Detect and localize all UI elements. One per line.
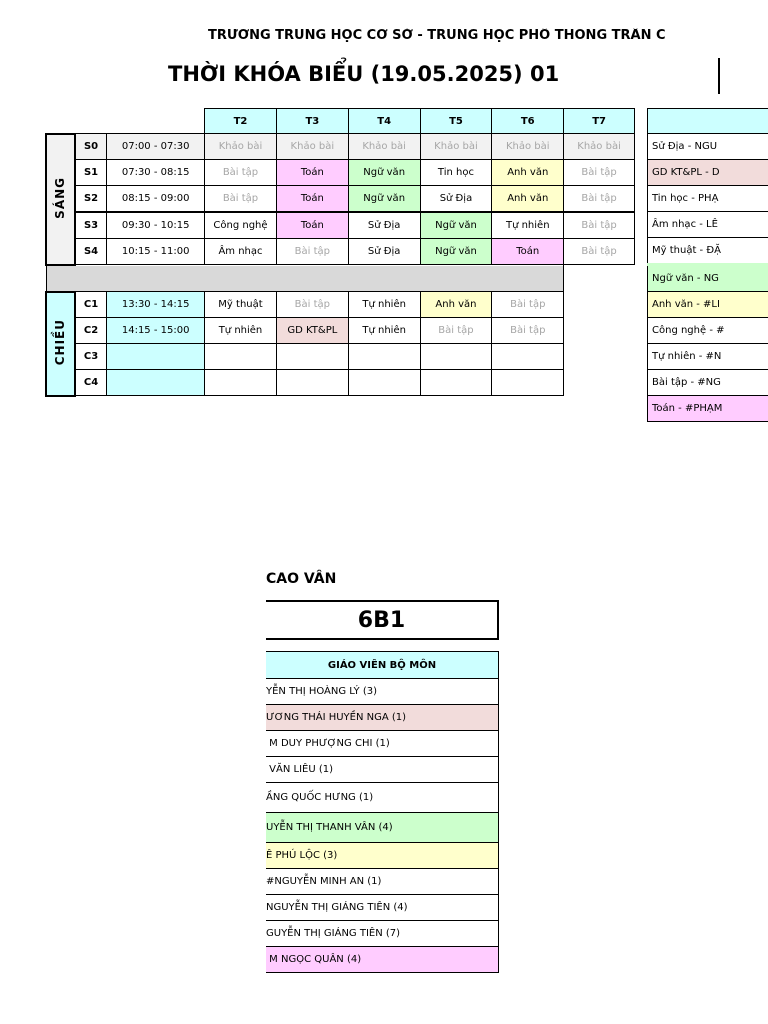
teacher-entry: ƯƠNG THÁI HUYỀN NGA (1): [266, 705, 499, 731]
lesson-cell: [205, 344, 277, 370]
lesson-cell: Bài tập: [564, 186, 635, 213]
table-row: [46, 239, 635, 265]
teacher-entry: #NGUYỄN MINH AN (1): [266, 869, 499, 895]
lesson-cell: Khảo bài: [420, 134, 492, 160]
lesson-cell: Khảo bài: [492, 134, 564, 160]
legend-item: Sử Địa - NGU: [648, 134, 768, 160]
lesson-cell: Âm nhạc: [205, 239, 277, 265]
lesson-cell: Sử Địa: [420, 186, 492, 213]
school-name: TRƯỜNG TRUNG HỌC CƠ SỞ - TRUNG HỌC PHỔ THÔNG TRẦN C: [208, 28, 666, 43]
lesson-cell: [276, 344, 348, 370]
timetable: [45, 108, 635, 397]
table-row: [266, 679, 499, 705]
empty-cell: [564, 318, 635, 344]
lesson-cell: Toán: [276, 212, 348, 239]
list-item: [648, 344, 768, 370]
period-code: S0: [75, 134, 107, 160]
gap-blank: [564, 265, 635, 292]
session-morning: [46, 134, 75, 265]
day-header: T7: [564, 109, 635, 134]
lesson-cell: GD KT&PL: [276, 318, 348, 344]
class-name: 6B1: [357, 607, 406, 633]
empty-cell: [564, 344, 635, 370]
lesson-cell: Toán: [276, 160, 348, 186]
legend-item: Bài tập - #NG: [648, 370, 768, 396]
page-title: THỜI KHÓA BIỂU (19.05.2025) 01: [168, 62, 560, 86]
legend-item: Công nghệ - #: [648, 318, 768, 344]
lesson-cell: Ngữ văn: [420, 212, 492, 239]
table-row: [266, 869, 499, 895]
period-code: C3: [75, 344, 107, 370]
table-row: [46, 318, 635, 344]
period-time: 14:15 - 15:00: [107, 318, 205, 344]
lesson-cell: [492, 370, 564, 396]
lesson-cell: [420, 370, 492, 396]
table-row: [46, 186, 635, 213]
days-header-row: [46, 109, 635, 134]
table-row: [46, 134, 635, 160]
lesson-cell: Ngữ văn: [348, 186, 420, 213]
table-row: [46, 344, 635, 370]
teacher-entry: VĂN LIÊU (1): [266, 757, 499, 783]
table-row: [46, 160, 635, 186]
period-time: 13:30 - 14:15: [107, 292, 205, 318]
period-time: [107, 344, 205, 370]
day-header: T3: [276, 109, 348, 134]
legend-item: Anh văn - #LI: [648, 292, 768, 318]
class-name-box: [266, 600, 499, 640]
lesson-cell: Bài tập: [276, 239, 348, 265]
list-item: [648, 292, 768, 318]
lesson-cell: Bài tập: [564, 239, 635, 265]
day-header: T6: [492, 109, 564, 134]
teacher-entry: YỄN THỊ HOÀNG LÝ (3): [266, 679, 499, 705]
session-afternoon: [46, 292, 75, 396]
teachers-table: [266, 651, 499, 973]
legend-item: GD KT&PL - D: [648, 160, 768, 186]
day-header: T5: [420, 109, 492, 134]
lesson-cell: Anh văn: [492, 186, 564, 213]
lesson-cell: Khảo bài: [348, 134, 420, 160]
teacher-entry: ẦNG QUỐC HƯNG (1): [266, 783, 499, 813]
divider: [718, 58, 720, 94]
lesson-cell: [205, 370, 277, 396]
lesson-cell: [348, 370, 420, 396]
list-item: [648, 160, 768, 186]
list-item: [648, 186, 768, 212]
period-code: C4: [75, 370, 107, 396]
lesson-cell: [348, 344, 420, 370]
empty-cell: [564, 292, 635, 318]
period-time: 09:30 - 10:15: [107, 212, 205, 239]
table-row: [266, 895, 499, 921]
lesson-cell: Bài tập: [492, 318, 564, 344]
teachers-header: GIÁO VIÊN BỘ MÔN: [266, 652, 499, 679]
list-item: [648, 134, 768, 160]
period-time: [107, 370, 205, 396]
day-header: T4: [348, 109, 420, 134]
table-row: [266, 783, 499, 813]
period-code: S1: [75, 160, 107, 186]
header-blank: [46, 109, 205, 134]
list-item: [648, 212, 768, 238]
day-header: T2: [205, 109, 277, 134]
table-row: [266, 705, 499, 731]
lesson-cell: Toán: [276, 186, 348, 213]
teacher-entry: M DUY PHƯỢNG CHI (1): [266, 731, 499, 757]
subject-legend: [647, 108, 768, 422]
lesson-cell: Tự nhiên: [205, 318, 277, 344]
lesson-cell: [492, 344, 564, 370]
teacher-name-label: CAO VÂN: [266, 571, 337, 587]
lesson-cell: Tự nhiên: [348, 292, 420, 318]
lesson-cell: Sử Địa: [348, 239, 420, 265]
legend-item: Toán - #PHẠM: [648, 396, 768, 422]
lesson-cell: Công nghệ: [205, 212, 277, 239]
lesson-cell: Khảo bài: [205, 134, 277, 160]
table-row: [266, 843, 499, 869]
teachers-header-row: [266, 652, 499, 679]
lesson-cell: Mỹ thuật: [205, 292, 277, 318]
lesson-cell: Khảo bài: [564, 134, 635, 160]
lesson-cell: Sử Địa: [348, 212, 420, 239]
lesson-cell: Bài tập: [276, 292, 348, 318]
table-row: [266, 921, 499, 947]
empty-cell: [564, 370, 635, 396]
list-item: [648, 238, 768, 265]
session-label: SÁNG: [53, 176, 68, 219]
session-gap: [46, 265, 635, 292]
period-code: C2: [75, 318, 107, 344]
teacher-entry: NGUYỄN THỊ GIÁNG TIÊN (4): [266, 895, 499, 921]
legend-item: Ngữ văn - NG: [648, 265, 768, 292]
lesson-cell: Bài tập: [205, 160, 277, 186]
period-code: S3: [75, 212, 107, 239]
table-row: [46, 212, 635, 239]
period-code: S4: [75, 239, 107, 265]
lesson-cell: Tự nhiên: [348, 318, 420, 344]
period-code: S2: [75, 186, 107, 213]
lesson-cell: Toán: [492, 239, 564, 265]
lesson-cell: [276, 370, 348, 396]
table-row: [46, 292, 635, 318]
legend-item: Tự nhiên - #N: [648, 344, 768, 370]
lesson-cell: Anh văn: [420, 292, 492, 318]
teacher-entry: Ê PHÚ LỘC (3): [266, 843, 499, 869]
period-code: C1: [75, 292, 107, 318]
lesson-cell: Khảo bài: [276, 134, 348, 160]
session-label: CHIỀU: [53, 318, 68, 366]
table-row: [46, 370, 635, 396]
lesson-cell: Ngữ văn: [348, 160, 420, 186]
lesson-cell: Bài tập: [564, 212, 635, 239]
table-row: [266, 757, 499, 783]
table-row: [266, 947, 499, 973]
teacher-entry: M NGỌC QUÂN (4): [266, 947, 499, 973]
lesson-cell: Tin học: [420, 160, 492, 186]
table-row: [266, 731, 499, 757]
lesson-cell: Bài tập: [492, 292, 564, 318]
legend-item: Âm nhạc - LÊ: [648, 212, 768, 238]
lesson-cell: Tự nhiên: [492, 212, 564, 239]
period-time: 08:15 - 09:00: [107, 186, 205, 213]
teacher-entry: UYỄN THỊ THANH VÂN (4): [266, 813, 499, 843]
period-time: 07:30 - 08:15: [107, 160, 205, 186]
gap-cell: [46, 265, 564, 292]
lesson-cell: Bài tập: [420, 318, 492, 344]
lesson-cell: [420, 344, 492, 370]
lesson-cell: Bài tập: [564, 160, 635, 186]
legend-item: Tin học - PHẠ: [648, 186, 768, 212]
lesson-cell: Ngữ văn: [420, 239, 492, 265]
list-item: [648, 318, 768, 344]
teacher-entry: GUYỄN THỊ GIÁNG TIÊN (7): [266, 921, 499, 947]
lesson-cell: Anh văn: [492, 160, 564, 186]
list-item: [648, 370, 768, 396]
legend-header-row: [648, 109, 768, 134]
legend-header: [648, 109, 768, 134]
lesson-cell: Bài tập: [205, 186, 277, 213]
list-item: [648, 396, 768, 422]
table-row: [266, 813, 499, 843]
list-item: [648, 265, 768, 292]
period-time: 10:15 - 11:00: [107, 239, 205, 265]
legend-item: Mỹ thuật - ĐẶ: [648, 238, 768, 265]
period-time: 07:00 - 07:30: [107, 134, 205, 160]
